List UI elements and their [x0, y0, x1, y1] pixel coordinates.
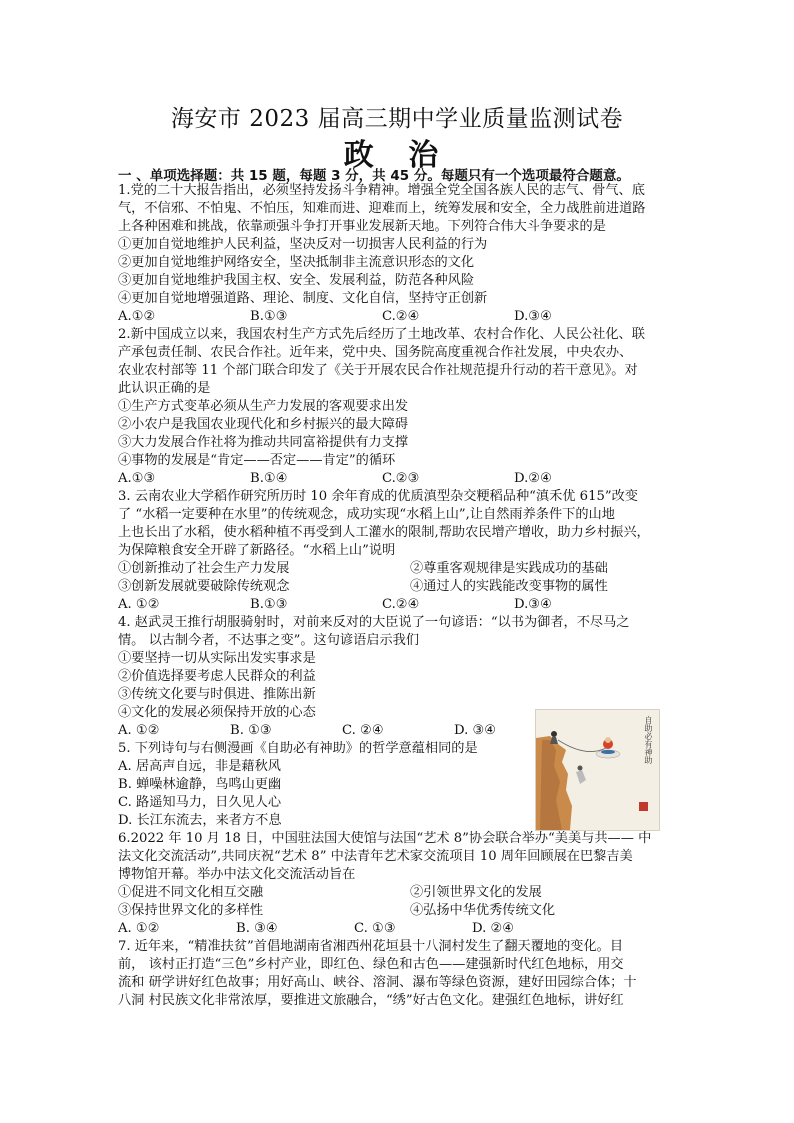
q1-line: 上各种困难和挑战，依靠顽强斗争打开事业发展新天地。下列符合伟大斗争要求的是 [118, 219, 606, 234]
q3-line: 为保障粮食安全开辟了新路径。“水稻上山”说明 [118, 543, 396, 558]
q5-option-d: D. 长江东流去，来者方不息 [118, 813, 282, 828]
option-d: D.③④ [514, 597, 552, 612]
q2-choice: ①生产方式变革必须从生产力发展的客观要求出发 [118, 399, 409, 414]
q2-line: 产承包责任制、农民合作社。近年来，党中央、国务院高度重视合作社发展，中央农办、 [118, 345, 633, 360]
q7-line: 7. 近年来，“精准扶贫”首倡地湖南省湘西州花垣县十八洞村发生了翻天覆地的变化。目 [118, 939, 624, 954]
q3-line: 上也长出了水稻，使水稻种植不再受到人工灌水的限制,帮助农民增产增收，助力乡村振兴， [118, 525, 650, 540]
q6-choice: ④弘扬中华优秀传统文化 [410, 903, 556, 918]
q2-line: 农业农村部等 11 个部门联合印发了《关于开展农民合作社规范提升行动的若干意见》。对 [118, 363, 638, 378]
q1-line: 1.党的二十大报告指出，必须坚持发扬斗争精神。增强全党全国各族人民的志气、骨气、底 [118, 183, 645, 198]
q7-line: 流和 研学讲好红色故事；用好高山、峡谷、溶洞、瀑布等绿色资源，建好田园综合体；十 [118, 975, 637, 990]
q1-choice: ①更加自觉地维护人民利益，坚决反对一切损害人民利益的行为 [118, 237, 488, 252]
q2-choice: ④事物的发展是“肯定——否定——肯定”的循环 [118, 453, 396, 468]
q3-choice: ④通过人的实践能改变事物的属性 [410, 579, 608, 594]
q4-line: 4. 赵武灵王推行胡服骑射时，对前来反对的大臣说了一句谚语：“以书为御者，不尽马之 [118, 615, 630, 630]
q6-line: 6.2022 年 10 月 18 日，中国驻法国大使馆与法国“艺术 8”协会联合举办“美美与共—— 中 [118, 831, 652, 846]
q6-choice: ②引领世界文化的发展 [410, 885, 542, 900]
option-c: C.②④ [382, 597, 420, 612]
q7-line: 前， 该村正打造“三色”乡村产业，即红色、绿色和古色——建强新时代红色地标，用交 [118, 957, 624, 972]
q4-choice: ①要坚持一切从实际出发实事求是 [118, 651, 316, 666]
q1-choice: ②更加自觉地维护网络安全，坚决抵制非主流意识形态的文化 [118, 255, 475, 270]
q6-line: 法文化交流活动”,共同庆祝“艺术 8” 中法青年艺术家交流项目 10 周年回顾展在巴黎吉美 [118, 849, 633, 864]
option-a: A. ①② [118, 597, 160, 612]
q4-choice: ④文化的发展必须保持开放的心态 [118, 705, 316, 720]
q1-line: 气，不信邪、不怕鬼、不怕压，知难而进、迎难而上，统筹发展和安全，全力战胜前进道路 [118, 201, 646, 216]
q3-choice: ①创新推动了社会生产力发展 [118, 561, 290, 576]
option-d: D.②④ [514, 471, 552, 486]
q2-options [118, 470, 678, 488]
q2-line: 2.新中国成立以来，我国农村生产方式先后经历了土地改革、农村合作化、人民公社化、联 [118, 327, 645, 342]
q3-choice: ②尊重客观规律是实践成功的基础 [410, 561, 608, 576]
option-c: C. ②④ [342, 723, 384, 738]
questions-body [118, 182, 678, 1010]
option-a: A. ①② [118, 723, 160, 738]
section-heading: 一 、单项选择题：共 15 题，每题 3 分，共 45 分。每题只有一个选项最符合题意。 [118, 168, 630, 184]
q3-choices-row [118, 560, 678, 578]
option-d: D. ②④ [472, 921, 515, 936]
q1-choice: ③更加自觉地维护我国主权、安全、发展利益，防范各种风险 [118, 273, 475, 288]
subject-title: 政 治 [343, 138, 451, 173]
q6-options [118, 920, 530, 938]
option-c: C.②④ [382, 309, 420, 324]
q3-line: 了 “水稻一定要种在水里”的传统观念，成功实现“水稻上山”,让自然雨养条件下的山地 [118, 507, 615, 522]
option-c: C.②③ [382, 471, 420, 486]
q3-choices-row [118, 578, 678, 596]
q4-choice: ③传统文化要与时俱进、推陈出新 [118, 687, 316, 702]
option-d: D.③④ [514, 309, 552, 324]
q6-choice: ③保持世界文化的多样性 [118, 903, 264, 918]
q2-line: 此认识正确的是 [118, 381, 211, 396]
q3-line: 3. 云南农业大学稻作研究所历时 10 余年育成的优质滇型杂交粳稻品种“滇禾优 615”改变 [118, 489, 638, 504]
q4-line: 情。 以古制今者，不达事之变”。这句谚语启示我们 [118, 633, 420, 648]
q4-choice: ②价值选择要考虑人民群众的利益 [118, 669, 316, 684]
option-b: B.①③ [250, 597, 288, 612]
q5-stem: 5. 下列诗句与右侧漫画《自助必有神助》的哲学意蕴相同的是 [118, 741, 478, 756]
q2-choice: ②小农户是我国农业现代化和乡村振兴的最大障碍 [118, 417, 409, 432]
option-d: D. ③④ [454, 723, 497, 738]
q1-choice: ④更加自觉地增强道路、理论、制度、文化自信，坚持守正创新 [118, 291, 488, 306]
option-a: A.①③ [118, 471, 156, 486]
q6-choices-row [118, 902, 678, 920]
painting-caption: 自助必有神助 [644, 716, 653, 764]
q5-option-b: B. 蝉噪林逾静，鸟鸣山更幽 [118, 777, 282, 792]
option-b: B.①④ [250, 471, 288, 486]
option-a: A.①② [118, 309, 156, 324]
q3-choice: ③创新发展就要破除传统观念 [118, 579, 290, 594]
option-c: C. ①③ [354, 921, 396, 936]
q5-option-c: C. 路遥知马力，日久见人心 [118, 795, 282, 810]
q5-option-a: A. 居高声自远，非是藉秋风 [118, 759, 281, 774]
cartoon-painting [535, 709, 660, 831]
q7-line: 八洞 村民族文化非常浓厚，要推进文旅融合，“绣”好古色文化。建强红色地标，讲好红 [118, 993, 624, 1008]
q1-options [118, 308, 678, 326]
exam-title: 海安市 2023 届高三期中学业质量监测试卷 [170, 106, 624, 132]
q6-choice: ①促进不同文化相互交融 [118, 885, 264, 900]
q3-options [118, 596, 678, 614]
q2-choice: ③大力发展合作社将为推动共同富裕提供有力支撑 [118, 435, 409, 450]
option-b: B. ①③ [230, 723, 272, 738]
q4-options [118, 722, 530, 740]
option-a: A. ①② [118, 921, 160, 936]
option-b: B.①③ [250, 309, 288, 324]
q6-line: 博物馆开幕。举办中法文化交流活动旨在 [118, 867, 356, 882]
q6-choices-row [118, 884, 678, 902]
option-b: B. ③④ [236, 921, 278, 936]
